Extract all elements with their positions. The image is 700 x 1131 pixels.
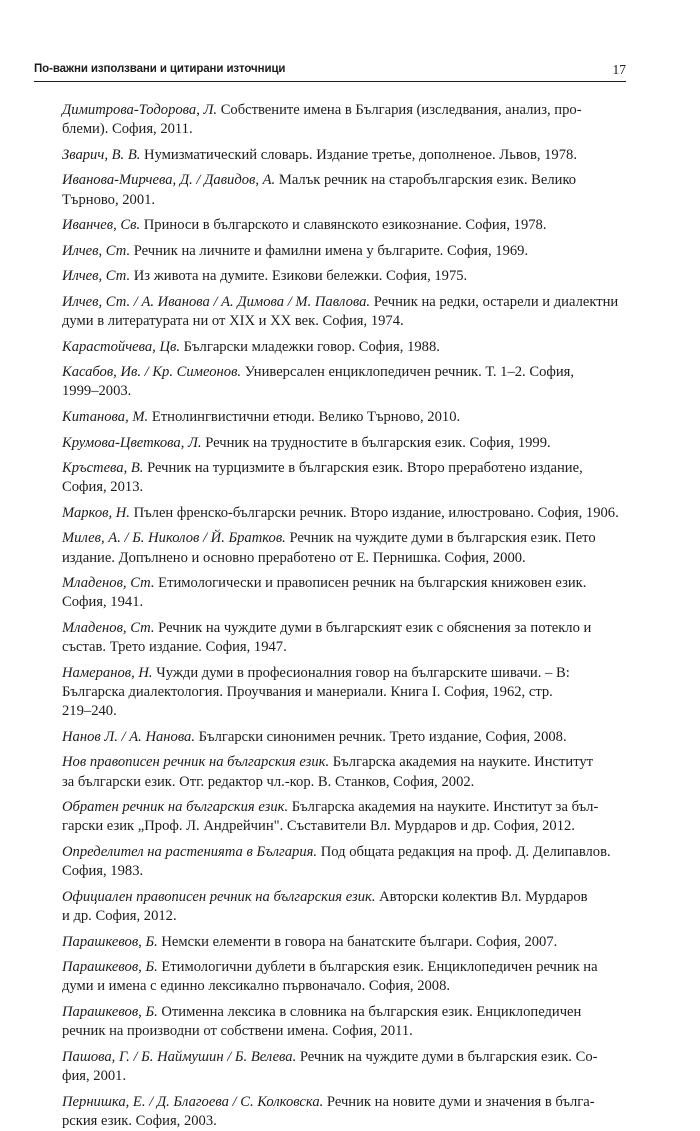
entry-text: за български език. Отг. редактор чл.-кор. В. Станков, София, 2002. <box>62 773 475 790</box>
bibliography-entry <box>62 408 624 427</box>
entry-text: Речник на редки, остарели и диалектни <box>370 293 619 310</box>
entry-text: Българска академия на науките. Институт <box>329 754 594 771</box>
entry-text: думи в литературата ни от XIX и XX век. София, 1974. <box>62 313 404 330</box>
entry-text: Собствените имена в България (изследвания, анализ, про- <box>217 102 582 118</box>
entry-first-line <box>62 293 624 312</box>
entry-text: и др. София, 2012. <box>62 908 177 925</box>
entry-continuation-line <box>62 977 624 996</box>
entry-author: Илчев, Ст. <box>62 268 131 285</box>
entry-continuation-line <box>62 1112 624 1131</box>
entry-first-line <box>62 888 624 907</box>
entry-author: Обратен речник на българския език. <box>62 799 289 816</box>
entry-text: състав. Трето издание. София, 1947. <box>62 639 287 656</box>
entry-author: Младенов, Ст. <box>62 620 155 636</box>
entry-text: Малък речник на старобългарския език. Велико <box>275 172 577 189</box>
entry-continuation-line <box>62 907 624 926</box>
bibliography-entry <box>62 728 624 747</box>
bibliography-entry <box>62 843 624 882</box>
entry-continuation-line <box>62 817 624 836</box>
bibliography-entry <box>62 504 624 523</box>
entry-text: Пълен френско-български речник. Второ издание, илюстровано. София, 1906. <box>129 504 619 521</box>
bibliography-entry <box>62 171 624 210</box>
entry-author: Пашова, Г. / Б. Наймушин / Б. Велева. <box>62 1048 297 1065</box>
entry-first-line <box>62 958 624 977</box>
entry-text: рския език. София, 2003. <box>62 1112 217 1129</box>
entry-first-line <box>62 843 624 862</box>
entry-text: Речник на турцизмите в българския език. Второ преработено издание, <box>143 460 583 477</box>
entry-text: блеми). София, 2011. <box>62 121 193 138</box>
bibliography-entry <box>62 529 624 568</box>
entry-text: Чужди думи в професионалния говор на българските шивачи. – В: <box>152 664 570 681</box>
entry-text: Из живота на думите. Езикови бележки. София, 1975. <box>130 268 468 285</box>
entry-text: Немски елементи в говора на банатските българи. София, 2007. <box>157 933 558 950</box>
entry-continuation-line <box>62 1067 624 1086</box>
entry-first-line <box>62 728 624 747</box>
bibliography-entry <box>62 753 624 792</box>
bibliography-entry <box>62 338 624 357</box>
entry-continuation-line <box>62 549 624 568</box>
bibliography-entry <box>62 619 624 658</box>
bibliography-entry <box>62 798 624 837</box>
entry-author: Нанов Л. / А. Нанова. <box>62 728 196 745</box>
bibliography-entry <box>62 242 624 261</box>
entry-text: Речник на трудностите в българския език. София, 1999. <box>201 434 551 451</box>
entry-first-line <box>62 171 624 190</box>
entry-author: Китанова, М. <box>62 408 149 425</box>
entry-text: Етимологически и правописен речник на българския книжовен език. <box>154 575 587 592</box>
entry-continuation-line <box>62 478 624 497</box>
entry-author: Официален правописен речник на българския език. <box>62 888 376 905</box>
entry-text: Българска диалектология. Проучвания и манериали. Книга I. София, 1962, стр. <box>62 684 553 701</box>
entry-first-line <box>62 619 624 638</box>
entry-continuation-line <box>62 773 624 792</box>
bibliography-entry <box>62 933 624 952</box>
entry-author: Зварич, В. В. <box>62 146 141 163</box>
entry-text: Авторски колектив Вл. Мурдаров <box>375 888 588 905</box>
entry-first-line <box>62 101 624 120</box>
bibliography-entry <box>62 1003 624 1042</box>
entry-continuation-line <box>62 191 624 210</box>
entry-author: Крумова-Цветкова, Л. <box>62 434 202 451</box>
entry-first-line <box>62 459 624 478</box>
entry-first-line <box>62 529 624 548</box>
entry-text: фия, 2001. <box>62 1068 127 1084</box>
bibliography-entry <box>62 888 624 927</box>
entry-author: Намеранов, Н. <box>62 664 153 681</box>
entry-text: Приноси в българското и славянското езикознание. София, 1978. <box>140 217 547 234</box>
entry-text: Речник на чуждите думи в българският език с обяснения за потекло и <box>154 620 592 636</box>
running-header-title: По-важни използвани и цитирани източници <box>34 63 286 75</box>
entry-text: Търново, 2001. <box>62 191 156 208</box>
entry-text: издание. Допълнено и основно преработено от Е. Пернишка. София, 2000. <box>62 549 526 566</box>
entry-first-line <box>62 933 624 952</box>
entry-text: Универсален енциклопедичен речник. Т. 1–2. София, <box>241 364 574 381</box>
bibliography-entry <box>62 1048 624 1087</box>
entry-first-line <box>62 242 624 261</box>
entry-text: Речник на чуждите думи в българския език. Пето <box>285 530 596 547</box>
bibliography-entry <box>62 363 624 402</box>
bibliography-entry <box>62 216 624 235</box>
entry-continuation-line <box>62 120 624 139</box>
entry-first-line <box>62 1003 624 1022</box>
entry-author: Пернишка, Е. / Д. Благоева / С. Колковска. <box>62 1093 324 1110</box>
entry-continuation-line <box>62 382 624 401</box>
entry-text: Речник на новите думи и значения в бълга- <box>323 1093 595 1110</box>
entry-first-line <box>62 146 624 165</box>
bibliography-entry <box>62 267 624 286</box>
entry-first-line <box>62 408 624 427</box>
entry-text: Българска академия на науките. Институт за бъл- <box>288 799 599 816</box>
bibliography-entry <box>62 1093 624 1131</box>
bibliography-entry <box>62 293 624 332</box>
bibliography-entry <box>62 434 624 453</box>
entry-author: Марков, Н. <box>62 504 130 521</box>
entry-first-line <box>62 574 624 593</box>
entry-text: София, 1983. <box>62 863 144 880</box>
entry-continuation-line <box>62 593 624 612</box>
entry-text: Български синонимен речник. Трето издание, София, 2008. <box>195 728 567 745</box>
entry-author: Милев, А. / Б. Николов / Й. Братков. <box>62 530 286 547</box>
entry-continuation-line <box>62 1022 624 1041</box>
entry-text: 1999–2003. <box>62 383 132 400</box>
entry-author: Димитрова-Тодорова, Л. <box>62 102 218 118</box>
entry-first-line <box>62 753 624 772</box>
entry-continuation-line <box>62 702 624 721</box>
entry-text: гарски език „Проф. Л. Андрейчин". Съставители Вл. Мурдаров и др. София, 2012. <box>62 818 575 835</box>
bibliography-entry <box>62 574 624 613</box>
entry-continuation-line <box>62 683 624 702</box>
entry-text: Речник на чуждите думи в българския език. Со- <box>296 1048 598 1065</box>
entry-author: Парашкевов, Б. <box>62 933 158 950</box>
entry-text: Отименна лексика в словника на българския език. Енциклопедичен <box>157 1003 582 1020</box>
entry-author: Карастойчева, Цв. <box>62 338 180 355</box>
entry-author: Касабов, Ив. / Кр. Симеонов. <box>62 364 242 381</box>
bibliography-entry <box>62 146 624 165</box>
entry-continuation-line <box>62 638 624 657</box>
entry-author: Парашкевов, Б. <box>62 959 158 976</box>
entry-first-line <box>62 1093 624 1112</box>
entry-author: Парашкевов, Б. <box>62 1003 158 1020</box>
bibliography-entry <box>62 958 624 997</box>
entry-continuation-line <box>62 862 624 881</box>
entry-author: Кръстева, В. <box>62 460 144 477</box>
entry-text: Етнолингвистични етюди. Велико Търново, 2010. <box>148 408 461 425</box>
bibliography-entry <box>62 459 624 498</box>
entry-text: Нумизматический словарь. Издание третье, дополненое. Львов, 1978. <box>140 146 577 163</box>
entry-first-line <box>62 664 624 683</box>
entry-text: Български младежки говор. София, 1988. <box>179 338 440 355</box>
entry-first-line <box>62 798 624 817</box>
header-rule <box>34 81 626 82</box>
page-number: 17 <box>612 62 626 77</box>
entry-author: Младенов, Ст. <box>62 575 155 592</box>
bibliography-entry <box>62 101 624 140</box>
entry-author: Илчев, Ст. / А. Иванова / А. Димова / М. Павлова. <box>62 293 371 310</box>
entry-text: Етимологични дублети в българския език. Енциклопедичен речник на <box>157 959 598 976</box>
entry-first-line <box>62 434 624 453</box>
entry-author: Иванчев, Св. <box>62 217 141 234</box>
entry-text: София, 2013. <box>62 479 144 496</box>
running-header <box>34 63 626 79</box>
entry-author: Иванова-Мирчева, Д. / Давидов, А. <box>62 172 276 189</box>
bibliography-entry <box>62 664 624 722</box>
entry-first-line <box>62 504 624 523</box>
entry-author: Определител на растенията в България. <box>62 844 318 860</box>
entry-text: София, 1941. <box>62 594 144 611</box>
entry-first-line <box>62 216 624 235</box>
entry-text: Речник на личните и фамилни имена у българите. София, 1969. <box>130 242 529 259</box>
entry-text: Под общата редакция на проф. Д. Делипавлов. <box>317 844 611 860</box>
entry-first-line <box>62 267 624 286</box>
entry-first-line <box>62 363 624 382</box>
entry-first-line <box>62 1048 624 1067</box>
entry-text: 219–240. <box>62 703 117 720</box>
entry-author: Нов правописен речник на българския език. <box>62 754 330 771</box>
entry-continuation-line <box>62 312 624 331</box>
entry-author: Илчев, Ст. <box>62 242 131 259</box>
entry-text: думи и имена с единно лексикално първоначало. София, 2008. <box>62 978 451 995</box>
entry-first-line <box>62 338 624 357</box>
entry-text: речник на производни от собствени имена. София, 2011. <box>62 1023 413 1040</box>
